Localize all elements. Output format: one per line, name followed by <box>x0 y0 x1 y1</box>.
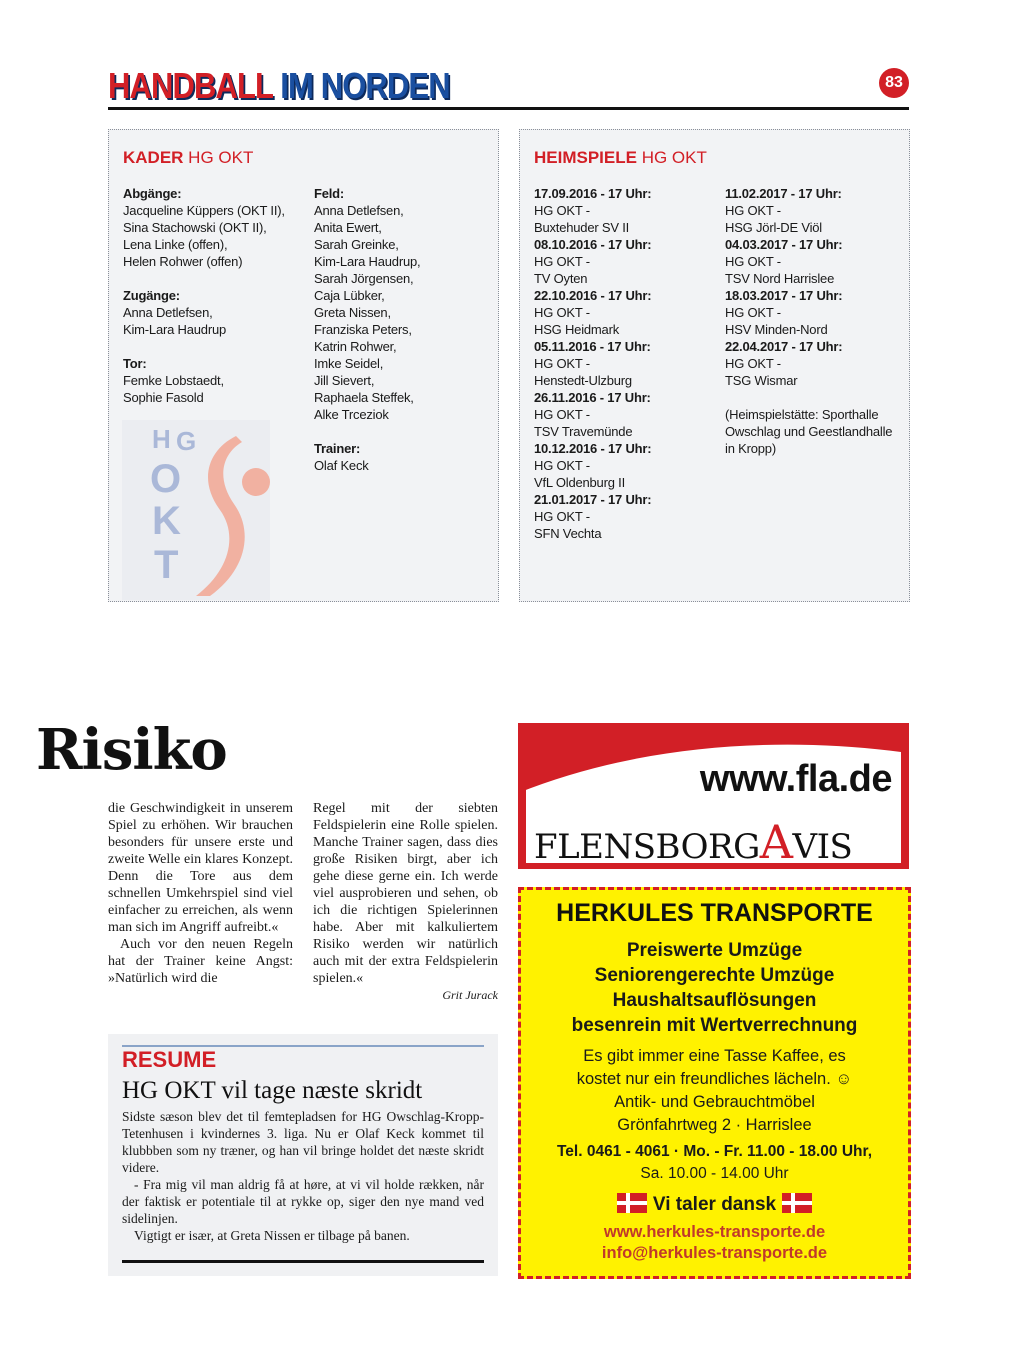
logo-letter: G <box>176 426 197 456</box>
flensborg-avis-logo: FLENSBORGAVIS <box>534 815 853 869</box>
tor-item: Femke Lobstaedt, <box>123 373 224 388</box>
match-opponent: HSG Heidmark <box>534 322 620 337</box>
resume-headline: HG OKT vil tage næste skridt <box>122 1077 423 1104</box>
zugaenge-item: Kim-Lara Haudrup <box>123 322 227 337</box>
herkules-hours: Sa. 10.00 - 14.00 Uhr <box>640 1165 789 1182</box>
match-home: HG OKT - <box>534 458 590 473</box>
match-home: HG OKT - <box>534 254 590 269</box>
service-line: Seniorengerechte Umzüge <box>594 965 835 986</box>
feld-item: Raphaela Steffek, <box>314 390 414 405</box>
herkules-dansk: Vi taler dansk <box>518 1193 911 1216</box>
match-home: HG OKT - <box>725 305 781 320</box>
herkules-services <box>518 938 911 1038</box>
tagline-line: Es gibt immer eine Tasse Kaffee, es <box>583 1047 846 1065</box>
match-opponent: VfL Oldenburg II <box>534 475 625 490</box>
feld-item: Sarah Jörgensen, <box>314 271 414 286</box>
herkules-phone[interactable]: Tel. 0461 - 4061 · Mo. - Fr. 11.00 - 18.00 Uhr, <box>556 1143 873 1160</box>
service-line: Haushaltsauflösungen <box>612 990 817 1011</box>
heimspiele-title: HEIMSPIELE HG OKT <box>534 148 707 167</box>
match-opponent: HSG Jörl-DE Viöl <box>725 220 822 235</box>
tagline-line: Grönfahrtweg 2 · Harrislee <box>617 1116 812 1134</box>
tagline-line: Antik- und Gebrauchtmöbel <box>614 1093 815 1111</box>
match-opponent: TSG Wismar <box>725 373 798 388</box>
match-opponent: TV Oyten <box>534 271 588 286</box>
kader-col-left <box>123 185 308 406</box>
match-date: 21.01.2017 - 17 Uhr: <box>534 492 652 507</box>
match-date: 17.09.2016 - 17 Uhr: <box>534 186 652 201</box>
article-author: Grit Jurack <box>442 988 498 1002</box>
title-blue-part: IM NORDEN <box>280 65 450 106</box>
kader-col-right <box>314 185 489 474</box>
logo-letter: O <box>150 457 182 501</box>
kader-title: KADER HG OKT <box>123 148 254 167</box>
match-home: HG OKT - <box>534 509 590 524</box>
zugaenge-item: Anna Detlefsen, <box>123 305 213 320</box>
feld-label: Feld: <box>314 186 345 201</box>
match-date: 10.12.2016 - 17 Uhr: <box>534 441 652 456</box>
zugaenge-label: Zugänge: <box>123 288 180 303</box>
venue-note: Owschlag und Geestlandhalle <box>725 424 893 439</box>
fla-url[interactable]: www.fla.de <box>699 758 892 800</box>
match-opponent: TSV Travemünde <box>534 424 633 439</box>
match-date: 08.10.2016 - 17 Uhr: <box>534 237 652 252</box>
trainer-name: Olaf Keck <box>314 458 369 473</box>
venue-note: in Kropp) <box>725 441 776 456</box>
resume-paragraph: - Fra mig vil man aldrig få at høre, at vi vil holde rækken, når der faktisk er potentiale til at rykke op, siger den nye mand ved sidelinjen. <box>122 1177 484 1226</box>
article-paragraph: Regel mit der siebten Feldspielerin eine Rolle spielen. Manche Trainer sagen, dass dies große Risiken birgt, aber ich gehe diese gerne ein. Ich werde viel ausprobieren und sehen, ob ich die richtigen Spielerinnen habe. Aber mit kalkuliertem Risiko werden wir natürlich auch mit der extra Feldspielerin spielen.« <box>313 801 498 986</box>
herkules-email-link[interactable]: info@herkules-transporte.de <box>601 1244 828 1262</box>
resume-bottom-rule <box>122 1260 484 1263</box>
page-number-badge: 83 <box>879 68 909 98</box>
abgaenge-item: Sina Stachowski (OKT II), <box>123 220 267 235</box>
logo-letter: K <box>152 499 181 543</box>
match-date: 26.11.2016 - 17 Uhr: <box>534 390 651 405</box>
feld-item: Alke Trceziok <box>314 407 389 422</box>
match-opponent: HSV Minden-Nord <box>725 322 828 337</box>
match-home: HG OKT - <box>534 407 590 422</box>
herkules-website-link[interactable]: www.herkules-transporte.de <box>603 1223 826 1241</box>
feld-item: Katrin Rohwer, <box>314 339 397 354</box>
danish-flag-icon <box>782 1193 812 1213</box>
resume-paragraph: Sidste sæson blev det til femtepladsen for HG Owschlag-Kropp-Tetenhusen i kvindernes 3. liga. Nu er Olaf Keck kommet til klubbben som ny træner, og han vil bringe holdet det næste skridt videre. <box>122 1109 484 1175</box>
match-home: HG OKT - <box>534 356 590 371</box>
article-col-2 <box>313 800 498 1004</box>
feld-item: Caja Lübker, <box>314 288 385 303</box>
article-title: Risiko <box>36 717 227 783</box>
feld-item: Anna Detlefsen, <box>314 203 404 218</box>
feld-item: Greta Nissen, <box>314 305 391 320</box>
magazine-title <box>108 64 450 108</box>
feld-item: Imke Seidel, <box>314 356 384 371</box>
abgaenge-item: Helen Rohwer (offen) <box>123 254 243 269</box>
match-home: HG OKT - <box>725 203 781 218</box>
match-opponent: Buxtehuder SV II <box>534 220 630 235</box>
feld-item: Franziska Peters, <box>314 322 412 337</box>
feld-item: Jill Sievert, <box>314 373 375 388</box>
match-opponent: SFN Vechta <box>534 526 602 541</box>
abgaenge-label: Abgänge: <box>123 186 182 201</box>
herkules-tagline <box>518 1045 911 1137</box>
resume-label: RESUME <box>122 1047 217 1072</box>
venue-note: (Heimspielstätte: Sporthalle <box>725 407 879 422</box>
match-opponent: TSV Nord Harrislee <box>725 271 835 286</box>
article-paragraph: Auch vor den neuen Regeln hat der Trainer keine Angst: »Natürlich wird die <box>108 937 293 986</box>
danish-flag-icon <box>617 1193 647 1213</box>
resume-paragraph: Vigtigt er især, at Greta Nissen er tilbage på banen. <box>134 1228 410 1243</box>
article-col-1 <box>108 800 293 987</box>
match-date: 11.02.2017 - 17 Uhr: <box>725 186 842 201</box>
title-red-part: HANDBALL <box>108 65 273 106</box>
feld-item: Sarah Greinke, <box>314 237 399 252</box>
match-date: 22.10.2016 - 17 Uhr: <box>534 288 652 303</box>
logo-letter: T <box>154 543 179 587</box>
match-date: 18.03.2017 - 17 Uhr: <box>725 288 843 303</box>
herkules-contact <box>518 1141 911 1185</box>
feld-item: Kim-Lara Haudrup, <box>314 254 421 269</box>
match-home: HG OKT - <box>534 203 590 218</box>
feld-item: Anita Ewert, <box>314 220 382 235</box>
article-paragraph: die Geschwindigkeit in unserem Spiel zu erhöhen. Wir brauchen besonders für unsere erste und zweite Welle ein klares Konzept. Denn die Tore aus dem schnellen Umkehrspiel sind viel einfacher zu erreichen, als wenn man sich im Angriff aufreibt.« <box>108 801 293 935</box>
herkules-title: HERKULES TRANSPORTE <box>556 899 873 927</box>
tagline-line: kostet nur ein freundliches lächeln. ☺ <box>576 1070 853 1088</box>
match-home: HG OKT - <box>725 254 781 269</box>
heimspiele-col-2 <box>725 185 905 457</box>
match-date: 05.11.2016 - 17 Uhr: <box>534 339 651 354</box>
herkules-links <box>518 1222 911 1264</box>
tor-label: Tor: <box>123 356 147 371</box>
trainer-label: Trainer: <box>314 441 361 456</box>
header-divider <box>108 107 909 110</box>
tor-item: Sophie Fasold <box>123 390 204 405</box>
logo-letter: H <box>152 424 171 454</box>
hg-okt-logo <box>118 420 270 600</box>
abgaenge-item: Jacqueline Küppers (OKT II), <box>123 203 285 218</box>
match-home: HG OKT - <box>534 305 590 320</box>
match-home: HG OKT - <box>725 356 781 371</box>
heimspiele-box <box>519 129 910 602</box>
service-line: Preiswerte Umzüge <box>626 940 803 961</box>
match-date: 22.04.2017 - 17 Uhr: <box>725 339 843 354</box>
heimspiele-col-1 <box>534 185 719 542</box>
service-line: besenrein mit Wertverrechnung <box>571 1015 858 1036</box>
resume-body <box>122 1108 484 1244</box>
abgaenge-item: Lena Linke (offen), <box>123 237 228 252</box>
match-date: 04.03.2017 - 17 Uhr: <box>725 237 843 252</box>
match-opponent: Henstedt-Ulzburg <box>534 373 632 388</box>
